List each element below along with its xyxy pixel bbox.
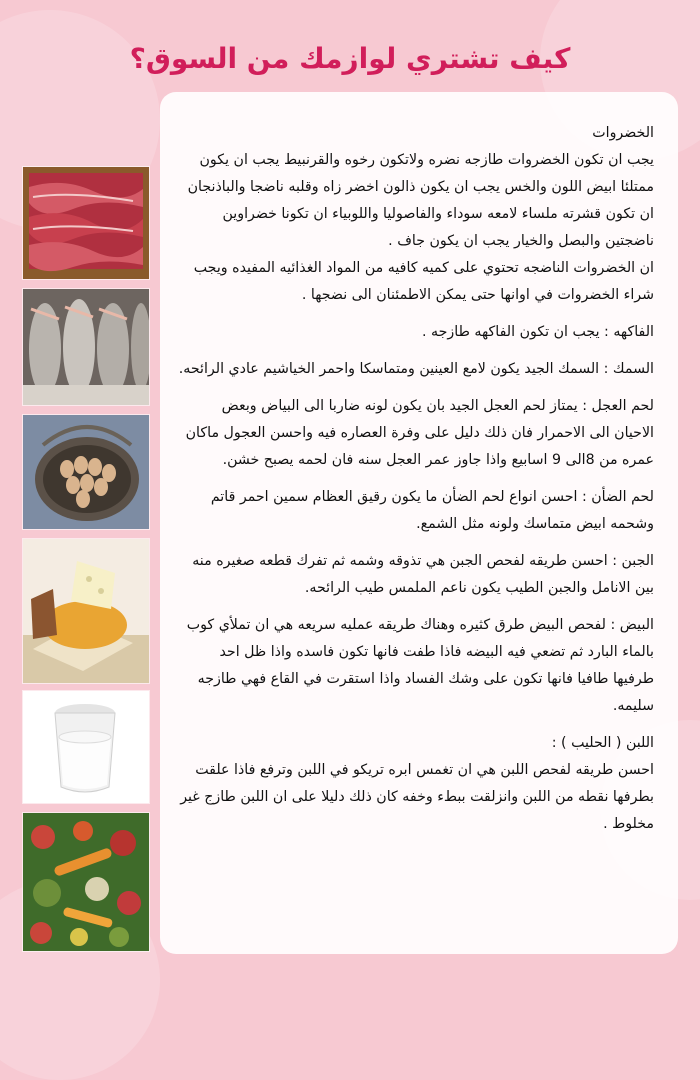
cheese-photo — [22, 538, 150, 684]
section-fruit — [178, 319, 654, 346]
section-paragraph: لحم العجل : يمتاز لحم العجل الجيد بان يكون لونه ضاربا الى البياض وبعض الاحيان الى الاحمرار فان ذلك دليل على وفرة العصاره فيه واحسن العجول ماكان عمره من 8الى 9 اسابيع واذا جاوز عمر العجل سنه فان لحمه يصبح خشن. — [185, 398, 654, 468]
article-body — [178, 120, 654, 848]
section-paragraph: السمك : السمك الجيد يكون لامع العينين ومتماسكا واحمر الخياشيم عادي الرائحه. — [178, 361, 654, 377]
section-paragraph: الفاكهه : يجب ان تكون الفاكهه طازجه . — [422, 324, 654, 340]
section-paragraph: يجب ان تكون الخضروات طازجه نضره ولاتكون رخوه والقرنبيط يجب ان يكون ممتلئا ابيض اللون والخس يجب ان يكون ذالون اخضر زاه وقلبه ناضجا والباذنجان ان تكون قشرته ملساء لامعه سوداء والفاصوليا واللوبياء ان تكونا خضراوين ناضجتين والبصل والخيار يجب ان يكون جاف . — [187, 152, 654, 249]
section-paragraph: الجبن : احسن طريقه لفحص الجبن هي تذوقه وشمه ثم تفرك قطعه صغيره منه بين الانامل والجبن الطيب يكون ناعم الملمس طيب الرائحه. — [192, 553, 654, 596]
milk-photo — [22, 690, 150, 804]
meat-photo — [22, 166, 150, 280]
eggs-photo — [22, 414, 150, 530]
section-paragraph: احسن طريقه لفحص اللبن هي ان تغمس ابره تريكو في اللبن وترفع فاذا علقت بطرفها نقطه من اللبن وانزلقت ببطء وخفه كان ذلك دليلا على ان اللبن طازج غير مخلوط . — [180, 762, 654, 832]
page-title: كيف تشتري لوازمك من السوق؟ — [129, 42, 571, 75]
section-paragraph: البيض : لفحص البيض طرق كثيره وهناك طريقه عمليه سريعه هي ان تملأي كوب بالماء البارد ثم تضعي فيه البيضه فاذا طفت فانها تكون فاسده واذا ظل احد طرفيها طافيا فانها تكون على وشك الفساد واذا استقرت في القاع فهي طازجه سليمه. — [186, 617, 654, 714]
section-heading: الخضروات — [592, 125, 654, 141]
section-vegetables — [178, 120, 654, 309]
section-cheese — [178, 548, 654, 602]
section-veal — [178, 393, 654, 474]
section-paragraph: لحم الضأن : احسن انواع لحم الضأن ما يكون رقيق العظام سمين احمر قاتم وشحمه ابيض متماسك ولونه مثل الشمع. — [210, 489, 654, 532]
section-paragraph: ان الخضروات الناضجه تحتوي على كميه كافيه من المواد الغذائيه المفيده ويجب شراء الخضروات في اوانها حتى يمكن الاطمئنان الى نضجها . — [193, 260, 654, 303]
vegetables-photo — [22, 812, 150, 952]
section-milk — [178, 730, 654, 838]
section-heading: اللبن ( الحليب ) : — [551, 735, 654, 751]
section-lamb — [178, 484, 654, 538]
section-eggs — [178, 612, 654, 720]
section-fish — [178, 356, 654, 383]
fish-photo — [22, 288, 150, 406]
